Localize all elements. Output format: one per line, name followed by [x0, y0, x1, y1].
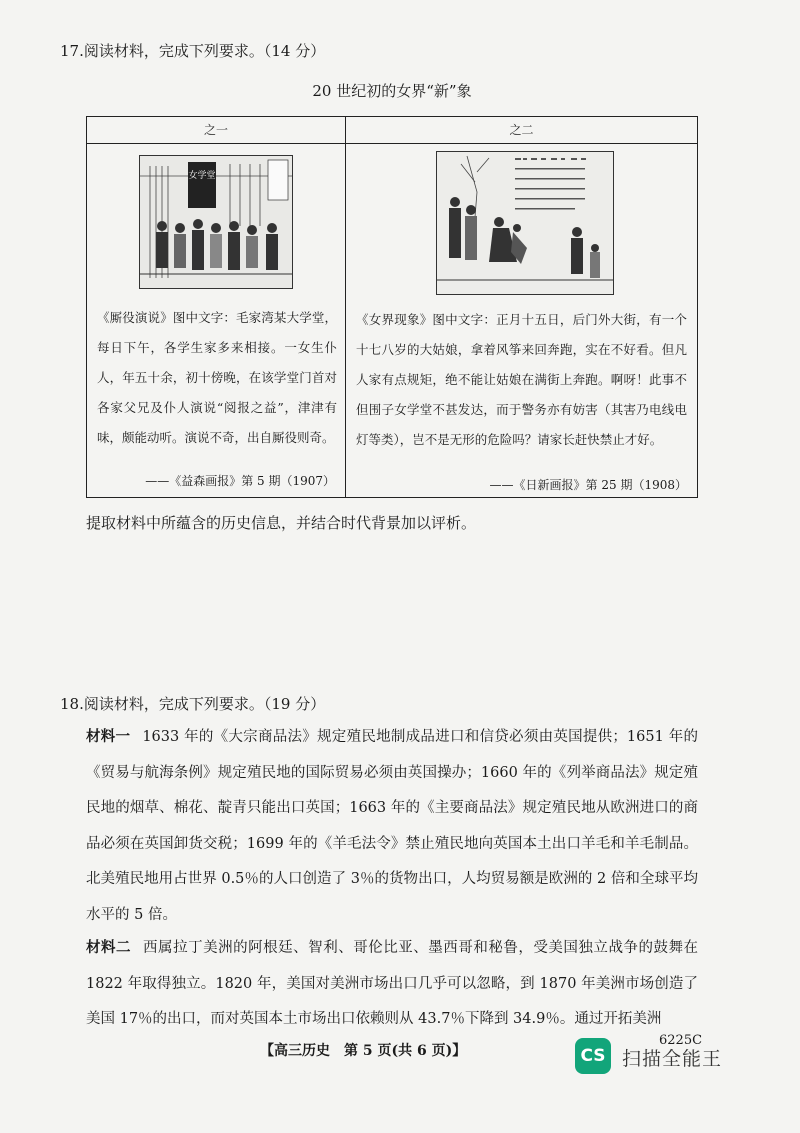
material-2-text: 西属拉丁美洲的阿根廷、智利、哥伦比亚、墨西哥和秘鲁，受美国独立战争的鼓舞在 1822 年取得独立。1820 年，美国对美洲市场出口几乎可以忽略，到 1870 年美洲市场创造了美国 17％的出口，而对英国本土市场出口依赖则从 43.7％下降到 34.9％。通过开拓美洲: [86, 940, 699, 1027]
camscanner-logo: CS: [575, 1038, 611, 1074]
column-header: 之二: [346, 117, 697, 144]
table-title: 20 世纪初的女界“新”象: [312, 82, 472, 100]
board-text-1: 女学堂: [188, 171, 216, 181]
material-column-1: [87, 117, 346, 497]
caption-1: 《厮役演说》图中文字：毛家湾某大学堂，每日下午，各学生家多来相接。一女生仆人，年五十余，初十傍晚，在该学堂门首对各家父兄及仆人演说“阅报之益”，津津有味，颇能动听。演说不奇，出自厮役则奇。: [97, 310, 337, 445]
material-1-paragraph: [86, 719, 698, 933]
illustration-kite: [436, 151, 614, 295]
caption-2: 《女界现象》图中文字：正月十五日，后门外大街，有一个十七八岁的大姑娘，拿着风筝来回奔跑，实在不好看。但凡人家有点规矩，绝不能让姑娘在满街上奔跑。啊呀！此事不但围子女学堂不甚发达，而于警务亦有妨害（其害乃电线电灯等类），岂不是无形的危险吗？请家长赶快禁止才好。: [356, 312, 687, 447]
question-17-task: 提取材料中所蕴含的历史信息，并结合时代背景加以评析。: [86, 514, 477, 532]
page-footer: 【高三历史 第 5 页(共 6 页)】: [260, 1043, 467, 1059]
illustration-speech: [139, 155, 293, 289]
question-17-heading: 17.阅读材料，完成下列要求。（14 分）: [60, 42, 326, 60]
material-2-label: 材料二: [86, 939, 132, 956]
material-2-paragraph: [86, 930, 698, 1038]
material-1-label: 材料一: [86, 728, 131, 745]
material-1-text: 1633 年的《大宗商品法》规定殖民地制成品进口和信贷必须由英国提供；1651 年的《贸易与航海条例》规定殖民地的国际贸易必须由英国操办；1660 年的《列举商品法》规定殖民地的烟草、棉花、靛青只能出口英国；1663 年的《主要商品法》规定殖民地从欧洲进口的商品必须在英国卸货交税；1699 年的《羊毛法令》禁止殖民地向英国本土出口羊毛和羊毛制品。北美殖民地用占世界 0.5％的人口创造了 3％的货物出口，人均贸易额是欧洲的 2 倍和全球平均水平的 5 倍。: [86, 729, 698, 923]
question-18-heading: 18.阅读材料，完成下列要求。（19 分）: [60, 695, 326, 713]
camscanner-name: 扫描全能王: [622, 1048, 723, 1070]
source-1: ——《益森画报》第 5 期（1907）: [145, 474, 335, 488]
column-header: 之一: [87, 117, 345, 144]
material-column-2: [346, 117, 697, 497]
paper-code: 6225C: [659, 1033, 703, 1048]
material-table: [86, 116, 698, 498]
source-2: ——《日新画报》第 25 期（1908）: [489, 478, 687, 492]
